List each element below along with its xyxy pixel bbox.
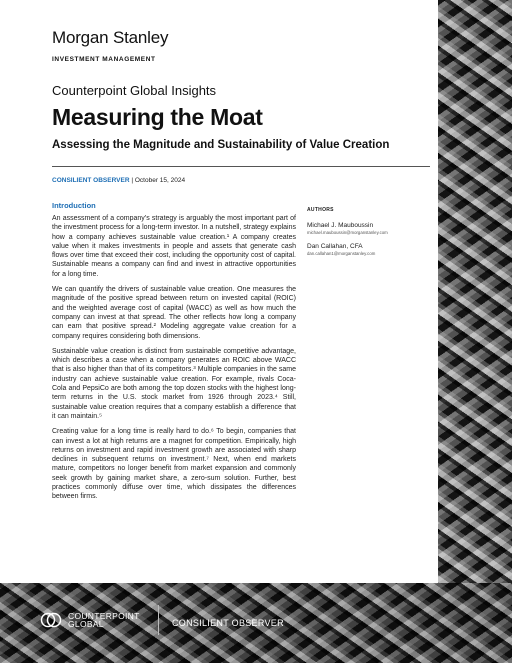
counterpoint-global-logo xyxy=(40,612,140,628)
intro-paragraph: An assessment of a company’s strategy is arguably the most important part of the investment process for a long-term investor. In a nutshell, strategy explains how a company achieves sustainable value creation.¹ A company creates value when it makes investments in people and assets that generate cash flows over time that exceed their cost, including the opportunity cost of capital. Sustainable means a company can find and invest in attractive opportunities for a long time. xyxy=(52,215,296,278)
document-title: Measuring the Moat xyxy=(52,104,263,130)
meta-separator: | xyxy=(131,177,134,184)
logo-wordmark xyxy=(68,612,140,628)
title-divider xyxy=(52,166,430,167)
brand-logo: Morgan Stanley xyxy=(52,28,169,47)
publication-meta xyxy=(52,177,185,184)
authors-block xyxy=(307,207,432,264)
series-title: Counterpoint Global Insights xyxy=(52,83,217,98)
intro-paragraph: We can quantify the drivers of sustainable value creation. One measures the magnitude of the positive spread between return on invested capital (ROIC) and the weighted average cost of capital (WACC) as well as how much the company can invest at that spread. The other reflects how long a company can earn that positive spread.² Modeling aggregate value creation for a company requires considering both dimensions. xyxy=(52,286,296,340)
author-name: Dan Callahan, CFA xyxy=(307,243,363,250)
footer-publication: CONSILIENT OBSERVER xyxy=(172,618,284,628)
intro-paragraph: Creating value for a long time is really hard to do.⁶ To begin, companies that can invest a lot at high returns are a magnet for competition. Empirically, high returns on investment and rapid investment growth are associated with sharp declines in subsequent returns on investment.⁷ Next, when end markets mature, competitors no longer benefit from market expansion and commonly seek growth by gaining market share, a zero-sum solution. Further, best practices commonly diffuse over time, which dissipates the differences between firms. xyxy=(52,428,296,501)
publication-name: CONSILIENT OBSERVER xyxy=(52,177,130,184)
footer-divider xyxy=(158,605,159,635)
logo-line-1: COUNTERPOINT xyxy=(68,611,140,621)
author-email[interactable]: dan.callahan1@morganstanley.com xyxy=(307,251,376,256)
brand-subtitle: INVESTMENT MANAGEMENT xyxy=(52,56,156,63)
woven-background-image xyxy=(438,0,512,663)
logo-line-2: GLOBAL xyxy=(68,619,104,629)
counterpoint-logo-icon xyxy=(40,612,62,628)
author-name: Michael J. Mauboussin xyxy=(307,222,374,229)
authors-label: AUTHORS xyxy=(307,207,334,213)
intro-body xyxy=(52,214,296,508)
publication-date: October 15, 2024 xyxy=(134,177,186,184)
author-email[interactable]: michael.mauboussin@morganstanley.com xyxy=(307,230,388,235)
intro-heading: Introduction xyxy=(52,201,96,210)
intro-paragraph: Sustainable value creation is distinct from sustainable competitive advantage, which describes a case when a company generates an ROIC above WACC that is also higher than that of its competitors.³ Multiple companies in the same industry can achieve sustainable value creation. For example, rivals Coca-Cola and PepsiCo are both among the top dozen stocks with the highest long-term returns in the U.S. stock market from 1926 through 2023.⁴ Still, sustainable value creation requires that a company establish a difference that it can maintain.⁵ xyxy=(52,347,296,420)
document-subtitle: Assessing the Magnitude and Sustainability of Value Creation xyxy=(52,139,390,151)
